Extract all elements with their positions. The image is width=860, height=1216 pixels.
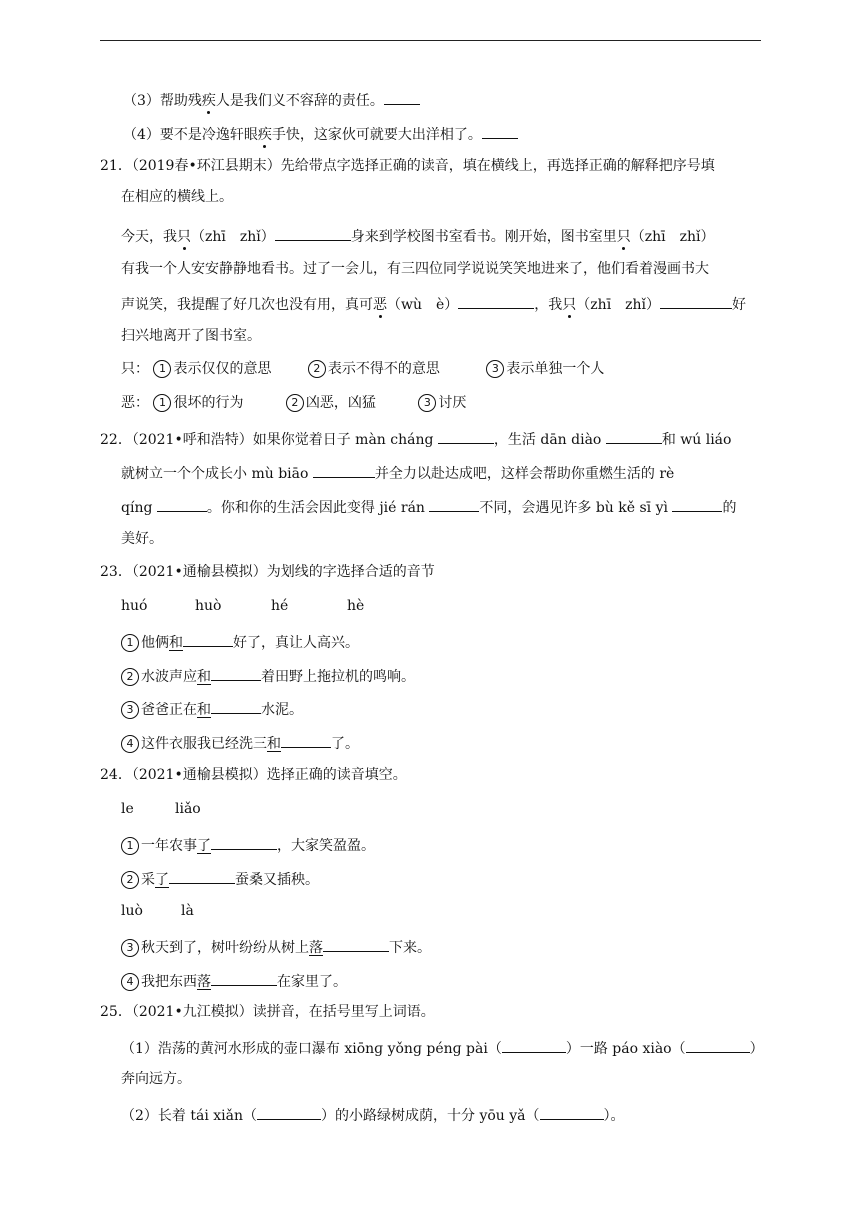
q25-line-2: 奔向远方。 [121, 1071, 191, 1087]
answer-blank[interactable] [275, 224, 351, 241]
q21-e-options: 恶： 1 很坏的行为 2 凶恶，凶猛 3 讨厌 [121, 395, 467, 411]
answer-blank[interactable] [458, 292, 534, 309]
q24-item-2: 2 采了 蚕桑又插秧。 [121, 867, 319, 890]
q25-line-3: （2）长着 tái xiǎn（ ）的小路绿树成荫，十分 yōu yǎ（ ）。 [121, 1103, 625, 1126]
q21-passage-line-3: 声说笑，我提醒了好几次也没有用，真可恶（wù è） ，我只（zhī zhǐ） 好 [121, 292, 746, 315]
q24-header: 24．（2021•通榆县模拟）选择正确的读音填空。 [100, 767, 407, 783]
q23-item-4: 4 这件衣服我已经洗三和 了。 [121, 731, 359, 754]
answer-blank[interactable] [482, 122, 518, 139]
q23-header: 23．（2021•通榆县模拟）为划线的字选择合适的音节 [100, 564, 435, 580]
answer-blank[interactable] [502, 1036, 566, 1053]
q24-item-1: 1 一年农事了 ，大家笑盈盈。 [121, 833, 375, 856]
q25-line-1: （1）浩荡的黄河水形成的壶口瀑布 xiōnɡ yǒnɡ pénɡ pài（ ）一路 páo xiào（ ） [121, 1036, 764, 1059]
header-rule [100, 40, 761, 41]
q23-item-2: 2 水波声应和 着田野上拖拉机的鸣响。 [121, 664, 415, 687]
answer-blank[interactable] [183, 630, 233, 647]
answer-blank[interactable] [169, 867, 235, 884]
answer-blank[interactable] [686, 1036, 750, 1053]
answer-blank[interactable] [313, 461, 375, 478]
q21-header: 21．（2019春•环江县期末）先给带点字选择正确的读音，填在横线上，再选择正确的解释把序号填 [100, 158, 715, 174]
q23-pinyin-options: huó huò hé hè [121, 598, 365, 614]
q21-passage-line-4: 扫兴地离开了图书室。 [121, 328, 261, 344]
q22-line-2: 就树立一个个成长小 mù biāo 并全力以赴达成吧，这样会帮助你重燃生活的 rè [121, 461, 674, 484]
q24-item-3: 3 秋天到了，树叶纷纷从树上落 下来。 [121, 935, 431, 958]
q24-item-4: 4 我把东西落 在家里了。 [121, 969, 347, 992]
q20-item-4: （4）要不是冷逸轩眼疾手快，这家伙可就要大出洋相了。 [123, 122, 518, 145]
q21-zhi-options: 只： 1 表示仅仅的意思 2 表示不得不的意思 3 表示单独一个人 [121, 361, 605, 377]
answer-blank[interactable] [606, 427, 662, 444]
q22-line-4: 美好。 [121, 531, 163, 547]
answer-blank[interactable] [281, 731, 331, 748]
q24-pinyin-options-1: le liǎo [121, 801, 201, 817]
q21-passage-line-2: 有我一个人安安静静地看书。过了一会儿，有三四位同学说说笑笑地进来了，他们看着漫画书大 [121, 261, 709, 277]
q21-passage-line-1: 今天，我只（zhī zhǐ） 身来到学校图书室看书。刚开始，图书室里只（zhī zhǐ） [121, 224, 715, 247]
q24-pinyin-options-2: luò là [121, 903, 194, 919]
answer-blank[interactable] [438, 427, 494, 444]
answer-blank[interactable] [323, 935, 389, 952]
q23-item-3: 3 爸爸正在和 水泥。 [121, 697, 303, 720]
q25-header: 25．（2021•九江模拟）读拼音，在括号里写上词语。 [100, 1004, 435, 1020]
answer-blank[interactable] [540, 1103, 604, 1120]
q22-line-1: 22．（2021•呼和浩特）如果你觉着日子 màn cháng ，生活 dān diào 和 wú liáo [100, 427, 731, 450]
q21-instruction: 在相应的横线上。 [121, 189, 233, 205]
q20-item-3: （3）帮助残疾人是我们义不容辞的责任。 [123, 88, 420, 111]
answer-blank[interactable] [672, 495, 722, 512]
answer-blank[interactable] [257, 1103, 321, 1120]
q22-line-3: qíng 。你和你的生活会因此变得 jié rán 不同，会遇见许多 bù kě sī yì 的 [121, 495, 736, 518]
answer-blank[interactable] [211, 664, 261, 681]
answer-blank[interactable] [660, 292, 732, 309]
answer-blank[interactable] [157, 495, 207, 512]
answer-blank[interactable] [211, 833, 277, 850]
answer-blank[interactable] [384, 88, 420, 105]
answer-blank[interactable] [429, 495, 479, 512]
answer-blank[interactable] [211, 697, 261, 714]
q23-item-1: 1 他俩和 好了，真让人高兴。 [121, 630, 359, 653]
answer-blank[interactable] [211, 969, 277, 986]
